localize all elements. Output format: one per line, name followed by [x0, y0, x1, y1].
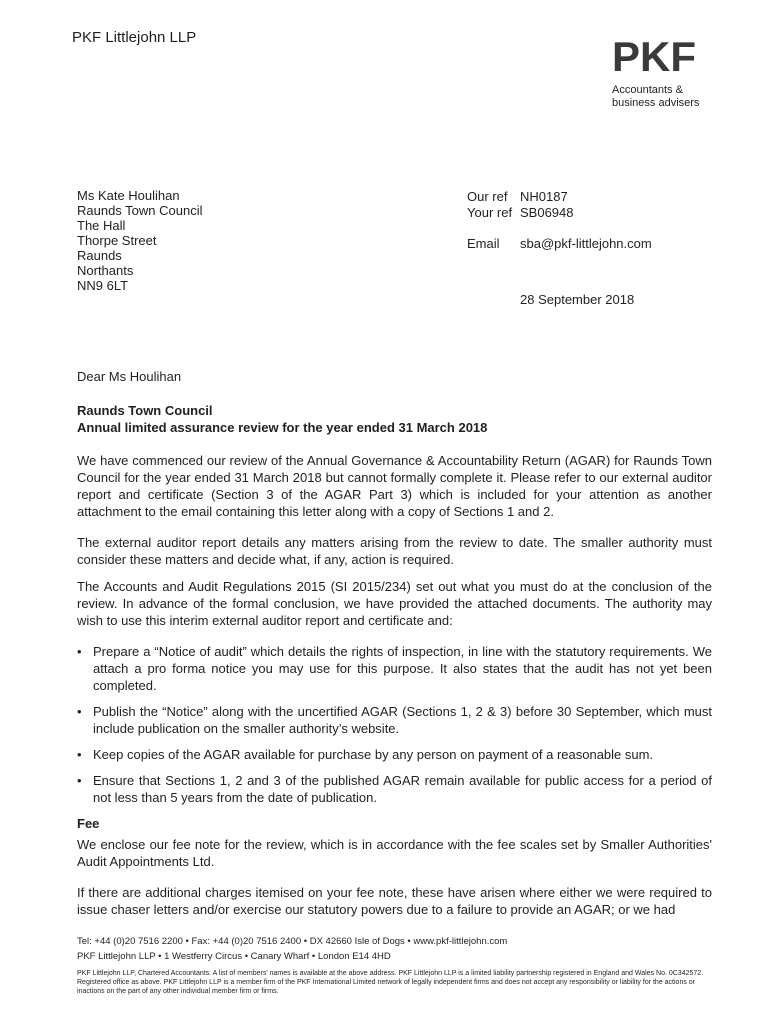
address-line: NN9 6LT — [77, 278, 129, 293]
our-ref-row — [467, 189, 574, 205]
firm-name-header: PKF Littlejohn LLP — [72, 29, 197, 46]
list-item-text: Prepare a “Notice of audit” which details the rights of inspection, in line with the statutory requirements. We attach a pro forma notice you may use for this purpose. It also states that the audit has not yet been completed. — [93, 644, 712, 693]
letter-body — [77, 452, 712, 932]
address-line: The Hall — [77, 218, 126, 233]
tagline-line-1: Accountants & — [612, 84, 683, 96]
email-value[interactable]: sba@pkf-littlejohn.com — [520, 236, 652, 251]
list-item — [77, 772, 712, 806]
body-paragraph-2: The external auditor report details any matters arising from the review to date. The smaller authority must consider these matters and decide what, if any, action is required. — [77, 535, 712, 567]
footer-contact-line: Tel: +44 (0)20 7516 2200 • Fax: +44 (0)20 7516 2400 • DX 42660 Isle of Dogs • www.pkf-littlejohn.com — [77, 936, 508, 947]
bullet-icon: • — [77, 747, 82, 762]
subject-block — [77, 402, 487, 436]
fee-paragraph: We enclose our fee note for the review, which is in accordance with the fee scales set by Smaller Authorities' Audit Appointments Ltd. — [77, 837, 712, 869]
reference-block — [467, 189, 574, 221]
list-item-text: Ensure that Sections 1, 2 and 3 of the published AGAR remain available for public access for a period of not less than 5 years from the date of publication. — [93, 773, 712, 805]
action-list — [77, 643, 712, 806]
your-ref-value: SB06948 — [520, 205, 574, 220]
email-label: Email — [467, 236, 500, 251]
list-item-text: Publish the “Notice” along with the uncertified AGAR (Sections 1, 2 & 3) before 30 September, which must include publication on the smaller authority’s website. — [93, 704, 712, 736]
footer-contact — [77, 934, 507, 964]
bullet-icon: • — [77, 704, 82, 719]
email-row — [467, 236, 652, 251]
bullet-icon: • — [77, 773, 82, 788]
pkf-logo — [612, 38, 696, 74]
firm-tagline — [612, 84, 699, 110]
recipient-address — [77, 188, 203, 293]
our-ref-label: Our ref — [467, 189, 508, 204]
subject-line-1: Raunds Town Council — [77, 403, 213, 418]
list-item — [77, 643, 712, 694]
body-paragraph-3: The Accounts and Audit Regulations 2015 (SI 2015/234) set out what you must do at the conclusion of the review. In advance of the formal conclusion, we have provided the attached documents. The authority may wish to use this interim external auditor report and certificate and: — [77, 579, 712, 628]
your-ref-label: Your ref — [467, 205, 513, 220]
address-line: Raunds — [77, 248, 122, 263]
fee-heading: Fee — [77, 816, 100, 831]
tagline-line-2: business advisers — [612, 97, 700, 109]
body-paragraph-last: If there are additional charges itemised on your fee note, these have arisen where either we were required to issue chaser letters and/or exercise our statutory powers due to a failure to provide an AGAR; or we had — [77, 885, 712, 917]
letter-date: 28 September 2018 — [520, 292, 635, 307]
list-item-text: Keep copies of the AGAR available for purchase by any person on payment of a reasonable sum. — [93, 747, 654, 762]
address-line: Raunds Town Council — [77, 203, 203, 218]
our-ref-value: NH0187 — [520, 189, 568, 204]
subject-line-2: Annual limited assurance review for the year ended 31 March 2018 — [77, 420, 488, 435]
pkf-logo-text: PKF — [612, 38, 696, 74]
body-paragraph-1: We have commenced our review of the Annual Governance & Accountability Return (AGAR) for Raunds Town Council for the year ended 31 March 2018 but cannot formally complete it. Please refer to our external auditor report and certificate (Section 3 of the AGAR Part 3) which is included for your attention as another attachment to the email containing this letter along with a copy of Sections 1 and 2. — [77, 453, 712, 519]
footer-address-line: PKF Littlejohn LLP • 1 Westferry Circus • Canary Wharf • London E14 4HD — [77, 951, 391, 962]
address-line: Northants — [77, 263, 134, 278]
salutation: Dear Ms Houlihan — [77, 369, 182, 384]
address-line: Thorpe Street — [77, 233, 157, 248]
address-line: Ms Kate Houlihan — [77, 188, 180, 203]
bullet-icon: • — [77, 644, 82, 659]
list-item — [77, 746, 712, 763]
your-ref-row — [467, 205, 574, 221]
footer-legal-text: PKF Littlejohn LLP, Chartered Accountants. A list of members' names is available at the above address. PKF Littlejohn LLP is a limited liability partnership registered in England and Wales No. 0C342572. Registered office as above. PKF Littlejohn LLP is a member firm of the PKF International Limited network of legally independent firms and does not accept any responsibility or liability for the actions or inactions on the part of any other individual member firm or firms. — [77, 970, 704, 995]
list-item — [77, 703, 712, 737]
